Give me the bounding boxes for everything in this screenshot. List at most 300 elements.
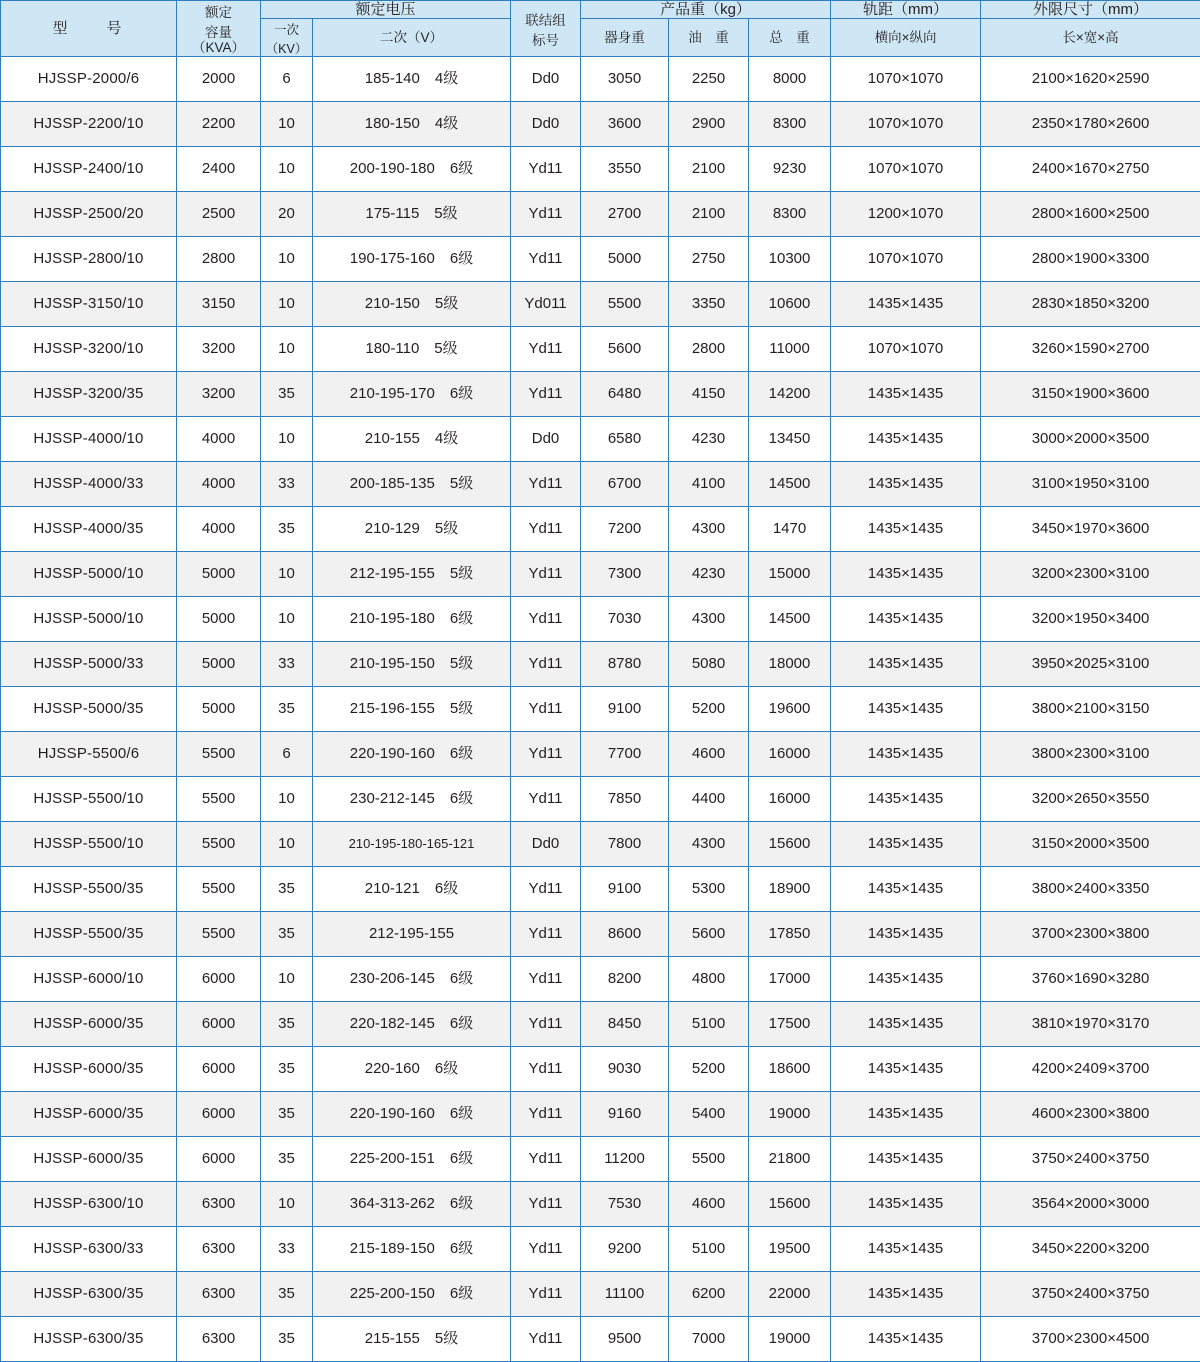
cell-primary-voltage: 10 — [261, 957, 313, 1002]
cell-total-weight: 19000 — [749, 1317, 831, 1362]
cell-body-weight: 6700 — [581, 462, 669, 507]
cell-body-weight: 5000 — [581, 237, 669, 282]
cell-capacity: 4000 — [177, 417, 261, 462]
cell-outer-size: 3700×2300×3800 — [981, 912, 1200, 957]
cell-connection-group: Yd11 — [511, 552, 581, 597]
cell-connection-group: Yd11 — [511, 1047, 581, 1092]
cell-total-weight: 15600 — [749, 1182, 831, 1227]
cell-oil-weight: 5080 — [669, 642, 749, 687]
cell-model: HJSSP-2500/20 — [1, 192, 177, 237]
cell-connection-group: Yd11 — [511, 1182, 581, 1227]
cell-capacity: 3150 — [177, 282, 261, 327]
cell-primary-voltage: 35 — [261, 912, 313, 957]
cell-outer-size: 2400×1670×2750 — [981, 147, 1200, 192]
cell-gauge: 1435×1435 — [831, 867, 981, 912]
cell-capacity: 2500 — [177, 192, 261, 237]
cell-model: HJSSP-4000/35 — [1, 507, 177, 552]
cell-outer-size: 3800×2400×3350 — [981, 867, 1200, 912]
cell-primary-voltage: 35 — [261, 1137, 313, 1182]
col-header-outer-size: 外限尺寸（mm） — [981, 1, 1200, 19]
cell-body-weight: 11100 — [581, 1272, 669, 1317]
cell-primary-voltage: 10 — [261, 147, 313, 192]
table-row — [1, 1092, 1200, 1137]
cell-oil-weight: 7000 — [669, 1317, 749, 1362]
cell-primary-voltage: 33 — [261, 1227, 313, 1272]
cell-secondary-voltage: 215-189-150 6级 — [313, 1227, 511, 1272]
cell-secondary-voltage: 210-195-180 6级 — [313, 597, 511, 642]
cell-body-weight: 8780 — [581, 642, 669, 687]
rated-capacity-line1: 额定 — [177, 1, 260, 25]
cell-oil-weight: 2800 — [669, 327, 749, 372]
table-row — [1, 912, 1200, 957]
cell-model: HJSSP-4000/10 — [1, 417, 177, 462]
cell-oil-weight: 4300 — [669, 597, 749, 642]
cell-secondary-voltage: 180-110 5级 — [313, 327, 511, 372]
table-row — [1, 867, 1200, 912]
cell-connection-group: Yd11 — [511, 957, 581, 1002]
cell-body-weight: 9100 — [581, 687, 669, 732]
cell-model: HJSSP-5000/10 — [1, 597, 177, 642]
cell-capacity: 5500 — [177, 777, 261, 822]
cell-total-weight: 13450 — [749, 417, 831, 462]
cell-outer-size: 3100×1950×3100 — [981, 462, 1200, 507]
cell-primary-voltage: 33 — [261, 642, 313, 687]
col-header-gauge-sub: 横向×纵向 — [831, 19, 981, 57]
cell-gauge: 1435×1435 — [831, 642, 981, 687]
cell-outer-size: 3200×1950×3400 — [981, 597, 1200, 642]
cell-capacity: 5500 — [177, 732, 261, 777]
cell-outer-size: 4200×2409×3700 — [981, 1047, 1200, 1092]
cell-body-weight: 7530 — [581, 1182, 669, 1227]
cell-connection-group: Yd11 — [511, 867, 581, 912]
table-row — [1, 147, 1200, 192]
cell-oil-weight: 2100 — [669, 147, 749, 192]
cell-secondary-voltage: 220-182-145 6级 — [313, 1002, 511, 1047]
table-row — [1, 327, 1200, 372]
cell-total-weight: 15000 — [749, 552, 831, 597]
cell-model: HJSSP-6300/10 — [1, 1182, 177, 1227]
cell-model: HJSSP-3150/10 — [1, 282, 177, 327]
cell-outer-size: 3564×2000×3000 — [981, 1182, 1200, 1227]
table-row — [1, 507, 1200, 552]
cell-capacity: 2000 — [177, 57, 261, 102]
cell-secondary-voltage: 210-121 6级 — [313, 867, 511, 912]
cell-capacity: 3200 — [177, 327, 261, 372]
cell-capacity: 5000 — [177, 597, 261, 642]
cell-model: HJSSP-6300/35 — [1, 1272, 177, 1317]
cell-secondary-voltage: 364-313-262 6级 — [313, 1182, 511, 1227]
cell-capacity: 6300 — [177, 1317, 261, 1362]
col-header-secondary: 二次（V） — [313, 19, 511, 57]
cell-oil-weight: 4600 — [669, 1182, 749, 1227]
cell-model: HJSSP-5500/10 — [1, 822, 177, 867]
table-row — [1, 192, 1200, 237]
cell-outer-size: 2800×1600×2500 — [981, 192, 1200, 237]
cell-body-weight: 6480 — [581, 372, 669, 417]
cell-primary-voltage: 20 — [261, 192, 313, 237]
table-row — [1, 1182, 1200, 1227]
cell-body-weight: 7700 — [581, 732, 669, 777]
cell-secondary-voltage: 230-206-145 6级 — [313, 957, 511, 1002]
cell-outer-size: 3750×2400×3750 — [981, 1137, 1200, 1182]
cell-connection-group: Yd11 — [511, 1092, 581, 1137]
connection-symbol-label: 标号 — [532, 33, 559, 48]
cell-outer-size: 3950×2025×3100 — [981, 642, 1200, 687]
table-row — [1, 372, 1200, 417]
cell-gauge: 1435×1435 — [831, 552, 981, 597]
cell-total-weight: 18600 — [749, 1047, 831, 1092]
table-row — [1, 597, 1200, 642]
cell-connection-group: Yd11 — [511, 147, 581, 192]
cell-outer-size: 2830×1850×3200 — [981, 282, 1200, 327]
cell-capacity: 5000 — [177, 552, 261, 597]
table-row — [1, 417, 1200, 462]
cell-gauge: 1435×1435 — [831, 1272, 981, 1317]
cell-capacity: 6000 — [177, 957, 261, 1002]
cell-secondary-voltage: 185-140 4级 — [313, 57, 511, 102]
cell-outer-size: 3260×1590×2700 — [981, 327, 1200, 372]
cell-gauge: 1435×1435 — [831, 1047, 981, 1092]
cell-gauge: 1070×1070 — [831, 327, 981, 372]
cell-secondary-voltage: 210-195-170 6级 — [313, 372, 511, 417]
table-row — [1, 57, 1200, 102]
col-header-body-weight: 器身重 — [581, 19, 669, 57]
cell-primary-voltage: 35 — [261, 372, 313, 417]
cell-connection-group: Yd11 — [511, 597, 581, 642]
cell-outer-size: 3810×1970×3170 — [981, 1002, 1200, 1047]
cell-primary-voltage: 10 — [261, 102, 313, 147]
cell-capacity: 5500 — [177, 912, 261, 957]
cell-primary-voltage: 35 — [261, 687, 313, 732]
cell-secondary-voltage: 200-190-180 6级 — [313, 147, 511, 192]
table-row — [1, 822, 1200, 867]
cell-model: HJSSP-5500/35 — [1, 867, 177, 912]
cell-connection-group: Yd11 — [511, 642, 581, 687]
cell-gauge: 1435×1435 — [831, 1182, 981, 1227]
cell-secondary-voltage: 220-160 6级 — [313, 1047, 511, 1092]
cell-outer-size: 3450×1970×3600 — [981, 507, 1200, 552]
cell-connection-group: Dd0 — [511, 102, 581, 147]
cell-outer-size: 3800×2100×3150 — [981, 687, 1200, 732]
cell-gauge: 1435×1435 — [831, 732, 981, 777]
cell-oil-weight: 2250 — [669, 57, 749, 102]
cell-total-weight: 8300 — [749, 192, 831, 237]
cell-outer-size: 3200×2300×3100 — [981, 552, 1200, 597]
cell-outer-size: 4600×2300×3800 — [981, 1092, 1200, 1137]
cell-model: HJSSP-3200/10 — [1, 327, 177, 372]
cell-oil-weight: 2900 — [669, 102, 749, 147]
cell-oil-weight: 4150 — [669, 372, 749, 417]
cell-gauge: 1070×1070 — [831, 237, 981, 282]
cell-model: HJSSP-6000/35 — [1, 1137, 177, 1182]
cell-connection-group: Yd11 — [511, 1002, 581, 1047]
cell-gauge: 1070×1070 — [831, 147, 981, 192]
cell-oil-weight: 4300 — [669, 822, 749, 867]
cell-connection-group: Dd0 — [511, 417, 581, 462]
cell-connection-group: Yd11 — [511, 912, 581, 957]
cell-secondary-voltage: 180-150 4级 — [313, 102, 511, 147]
cell-secondary-voltage: 200-185-135 5级 — [313, 462, 511, 507]
cell-primary-voltage: 10 — [261, 1182, 313, 1227]
cell-primary-voltage: 10 — [261, 237, 313, 282]
cell-body-weight: 7030 — [581, 597, 669, 642]
cell-body-weight: 9200 — [581, 1227, 669, 1272]
cell-body-weight: 2700 — [581, 192, 669, 237]
cell-secondary-voltage: 225-200-151 6级 — [313, 1137, 511, 1182]
col-header-total-weight: 总 重 — [749, 19, 831, 57]
cell-total-weight: 8000 — [749, 57, 831, 102]
cell-total-weight: 19000 — [749, 1092, 831, 1137]
cell-connection-group: Yd11 — [511, 507, 581, 552]
cell-outer-size: 3150×1900×3600 — [981, 372, 1200, 417]
cell-secondary-voltage: 210-195-180-165-121 — [313, 822, 511, 867]
table-row — [1, 102, 1200, 147]
cell-connection-group: Dd0 — [511, 822, 581, 867]
cell-total-weight: 9230 — [749, 147, 831, 192]
cell-body-weight: 8600 — [581, 912, 669, 957]
cell-oil-weight: 4600 — [669, 732, 749, 777]
cell-gauge: 1070×1070 — [831, 57, 981, 102]
cell-capacity: 2200 — [177, 102, 261, 147]
cell-connection-group: Yd11 — [511, 1227, 581, 1272]
cell-gauge: 1435×1435 — [831, 912, 981, 957]
cell-primary-voltage: 33 — [261, 462, 313, 507]
table-row — [1, 1272, 1200, 1317]
cell-gauge: 1435×1435 — [831, 372, 981, 417]
cell-gauge: 1435×1435 — [831, 1092, 981, 1137]
cell-primary-voltage: 35 — [261, 1002, 313, 1047]
cell-connection-group: Yd11 — [511, 1272, 581, 1317]
cell-capacity: 3200 — [177, 372, 261, 417]
cell-connection-group: Yd011 — [511, 282, 581, 327]
cell-primary-voltage: 10 — [261, 327, 313, 372]
primary-line1: 一次 — [261, 19, 312, 41]
cell-oil-weight: 4800 — [669, 957, 749, 1002]
cell-primary-voltage: 35 — [261, 507, 313, 552]
cell-body-weight: 3600 — [581, 102, 669, 147]
cell-gauge: 1070×1070 — [831, 102, 981, 147]
cell-primary-voltage: 35 — [261, 1272, 313, 1317]
cell-secondary-voltage: 190-175-160 6级 — [313, 237, 511, 282]
cell-outer-size: 3800×2300×3100 — [981, 732, 1200, 777]
cell-total-weight: 17500 — [749, 1002, 831, 1047]
cell-primary-voltage: 6 — [261, 732, 313, 777]
col-header-rated-voltage: 额定电压 — [261, 1, 511, 19]
cell-oil-weight: 5500 — [669, 1137, 749, 1182]
table-row — [1, 1002, 1200, 1047]
header-row-1 — [1, 1, 1200, 19]
cell-model: HJSSP-5500/10 — [1, 777, 177, 822]
cell-secondary-voltage: 210-129 5级 — [313, 507, 511, 552]
table-row — [1, 957, 1200, 1002]
cell-body-weight: 5500 — [581, 282, 669, 327]
cell-model: HJSSP-2000/6 — [1, 57, 177, 102]
cell-oil-weight: 4230 — [669, 552, 749, 597]
table-row — [1, 687, 1200, 732]
cell-body-weight: 5600 — [581, 327, 669, 372]
cell-body-weight: 3050 — [581, 57, 669, 102]
cell-body-weight: 7800 — [581, 822, 669, 867]
cell-model: HJSSP-6000/35 — [1, 1047, 177, 1092]
cell-outer-size: 2100×1620×2590 — [981, 57, 1200, 102]
cell-gauge: 1200×1070 — [831, 192, 981, 237]
cell-primary-voltage: 10 — [261, 777, 313, 822]
cell-model: HJSSP-3200/35 — [1, 372, 177, 417]
cell-capacity: 2400 — [177, 147, 261, 192]
cell-total-weight: 21800 — [749, 1137, 831, 1182]
cell-body-weight: 7200 — [581, 507, 669, 552]
cell-oil-weight: 5100 — [669, 1227, 749, 1272]
cell-oil-weight: 5200 — [669, 687, 749, 732]
cell-capacity: 6300 — [177, 1182, 261, 1227]
cell-body-weight: 8450 — [581, 1002, 669, 1047]
cell-gauge: 1435×1435 — [831, 1002, 981, 1047]
cell-primary-voltage: 10 — [261, 822, 313, 867]
table-body — [1, 57, 1200, 1362]
cell-model: HJSSP-6000/10 — [1, 957, 177, 1002]
cell-model: HJSSP-6300/33 — [1, 1227, 177, 1272]
cell-outer-size: 2800×1900×3300 — [981, 237, 1200, 282]
cell-gauge: 1435×1435 — [831, 507, 981, 552]
cell-outer-size: 3200×2650×3550 — [981, 777, 1200, 822]
cell-capacity: 4000 — [177, 462, 261, 507]
cell-gauge: 1435×1435 — [831, 282, 981, 327]
cell-secondary-voltage: 215-155 5级 — [313, 1317, 511, 1362]
cell-primary-voltage: 35 — [261, 1047, 313, 1092]
cell-model: HJSSP-2800/10 — [1, 237, 177, 282]
table-row — [1, 552, 1200, 597]
cell-gauge: 1435×1435 — [831, 462, 981, 507]
cell-connection-group: Yd11 — [511, 192, 581, 237]
cell-secondary-voltage: 210-155 4级 — [313, 417, 511, 462]
cell-body-weight: 8200 — [581, 957, 669, 1002]
cell-outer-size: 3000×2000×3500 — [981, 417, 1200, 462]
cell-primary-voltage: 10 — [261, 552, 313, 597]
cell-capacity: 5500 — [177, 822, 261, 867]
cell-total-weight: 11000 — [749, 327, 831, 372]
col-header-rated-capacity — [177, 1, 261, 57]
cell-body-weight: 7300 — [581, 552, 669, 597]
connection-group-label: 联结组 — [511, 9, 580, 33]
cell-model: HJSSP-4000/33 — [1, 462, 177, 507]
cell-total-weight: 16000 — [749, 777, 831, 822]
cell-gauge: 1435×1435 — [831, 1137, 981, 1182]
cell-primary-voltage: 10 — [261, 282, 313, 327]
cell-secondary-voltage: 230-212-145 6级 — [313, 777, 511, 822]
cell-total-weight: 18900 — [749, 867, 831, 912]
cell-secondary-voltage: 212-195-155 — [313, 912, 511, 957]
cell-secondary-voltage: 225-200-150 6级 — [313, 1272, 511, 1317]
cell-secondary-voltage: 175-115 5级 — [313, 192, 511, 237]
cell-gauge: 1435×1435 — [831, 417, 981, 462]
cell-body-weight: 9030 — [581, 1047, 669, 1092]
cell-outer-size: 3760×1690×3280 — [981, 957, 1200, 1002]
primary-line2: （KV） — [266, 42, 308, 56]
cell-total-weight: 14500 — [749, 597, 831, 642]
col-header-outer-size-sub: 长×宽×高 — [981, 19, 1200, 57]
cell-oil-weight: 6200 — [669, 1272, 749, 1317]
cell-gauge: 1435×1435 — [831, 957, 981, 1002]
cell-total-weight: 8300 — [749, 102, 831, 147]
cell-connection-group: Yd11 — [511, 732, 581, 777]
cell-capacity: 5500 — [177, 867, 261, 912]
cell-model: HJSSP-6000/35 — [1, 1002, 177, 1047]
cell-secondary-voltage: 220-190-160 6级 — [313, 732, 511, 777]
cell-gauge: 1435×1435 — [831, 822, 981, 867]
cell-connection-group: Yd11 — [511, 687, 581, 732]
cell-model: HJSSP-6000/35 — [1, 1092, 177, 1137]
cell-body-weight: 9500 — [581, 1317, 669, 1362]
cell-total-weight: 17850 — [749, 912, 831, 957]
cell-capacity: 5000 — [177, 642, 261, 687]
cell-model: HJSSP-5500/35 — [1, 912, 177, 957]
table-row — [1, 1137, 1200, 1182]
cell-outer-size: 3450×2200×3200 — [981, 1227, 1200, 1272]
cell-oil-weight: 2100 — [669, 192, 749, 237]
cell-oil-weight: 2750 — [669, 237, 749, 282]
cell-capacity: 6000 — [177, 1092, 261, 1137]
cell-oil-weight: 5600 — [669, 912, 749, 957]
cell-primary-voltage: 35 — [261, 1092, 313, 1137]
cell-outer-size: 3750×2400×3750 — [981, 1272, 1200, 1317]
cell-primary-voltage: 35 — [261, 867, 313, 912]
rated-capacity-line3: （KVA） — [192, 40, 245, 55]
cell-outer-size: 3700×2300×4500 — [981, 1317, 1200, 1362]
cell-total-weight: 16000 — [749, 732, 831, 777]
cell-connection-group: Yd11 — [511, 777, 581, 822]
cell-total-weight: 19500 — [749, 1227, 831, 1272]
table-row — [1, 732, 1200, 777]
cell-capacity: 4000 — [177, 507, 261, 552]
cell-gauge: 1435×1435 — [831, 597, 981, 642]
cell-total-weight: 15600 — [749, 822, 831, 867]
cell-total-weight: 18000 — [749, 642, 831, 687]
table-row — [1, 1047, 1200, 1092]
cell-body-weight: 11200 — [581, 1137, 669, 1182]
cell-oil-weight: 4400 — [669, 777, 749, 822]
cell-capacity: 6000 — [177, 1002, 261, 1047]
cell-connection-group: Yd11 — [511, 327, 581, 372]
col-header-primary — [261, 19, 313, 57]
cell-total-weight: 14200 — [749, 372, 831, 417]
cell-total-weight: 19600 — [749, 687, 831, 732]
cell-oil-weight: 5300 — [669, 867, 749, 912]
cell-oil-weight: 4300 — [669, 507, 749, 552]
cell-connection-group: Yd11 — [511, 1317, 581, 1362]
cell-total-weight: 22000 — [749, 1272, 831, 1317]
cell-primary-voltage: 10 — [261, 417, 313, 462]
cell-oil-weight: 5200 — [669, 1047, 749, 1092]
cell-secondary-voltage: 215-196-155 5级 — [313, 687, 511, 732]
cell-total-weight: 17000 — [749, 957, 831, 1002]
table-row — [1, 282, 1200, 327]
cell-model: HJSSP-2200/10 — [1, 102, 177, 147]
cell-oil-weight: 4100 — [669, 462, 749, 507]
cell-secondary-voltage: 212-195-155 5级 — [313, 552, 511, 597]
cell-capacity: 2800 — [177, 237, 261, 282]
cell-connection-group: Yd11 — [511, 237, 581, 282]
cell-total-weight: 10300 — [749, 237, 831, 282]
col-header-product-weight: 产品重（kg） — [581, 1, 831, 19]
table-row — [1, 462, 1200, 507]
cell-body-weight: 6580 — [581, 417, 669, 462]
cell-total-weight: 14500 — [749, 462, 831, 507]
cell-capacity: 6000 — [177, 1047, 261, 1092]
cell-connection-group: Yd11 — [511, 372, 581, 417]
cell-secondary-voltage: 210-195-150 5级 — [313, 642, 511, 687]
table-row — [1, 642, 1200, 687]
table-row — [1, 1317, 1200, 1362]
